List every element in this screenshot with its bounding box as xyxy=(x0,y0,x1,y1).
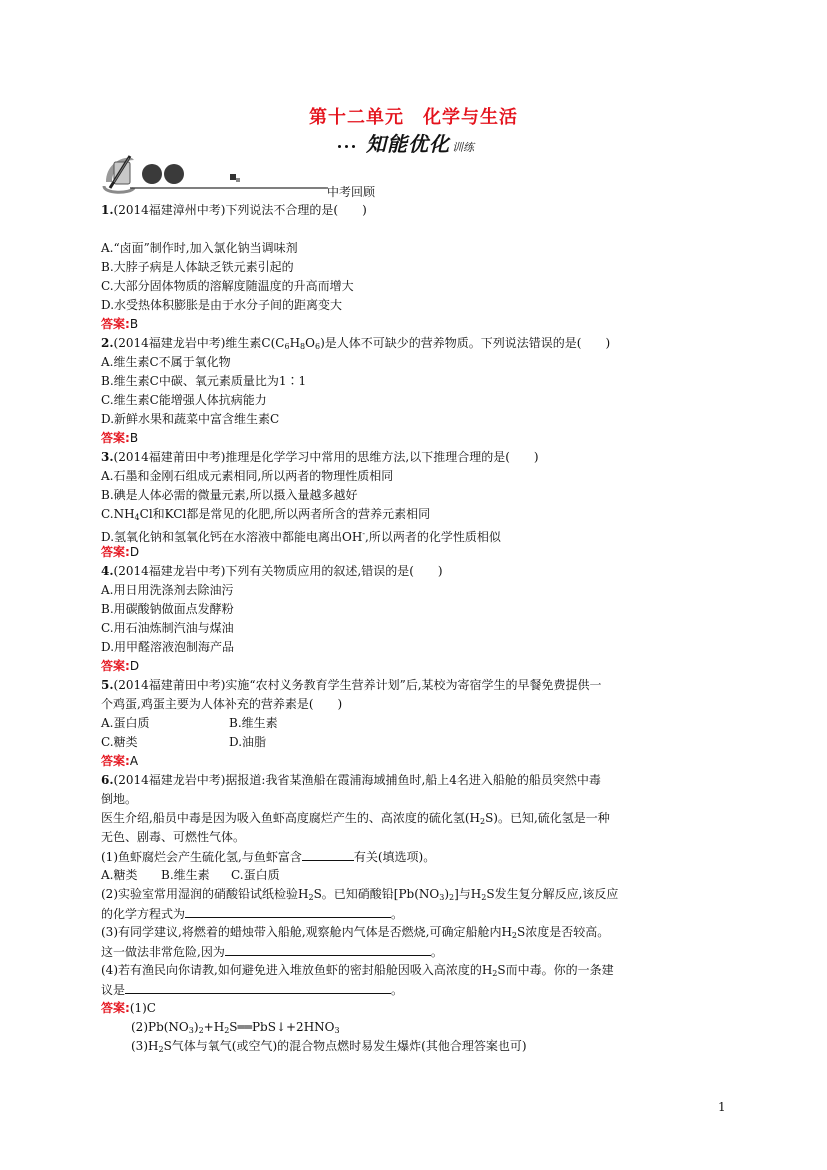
option-c: C.用石油炼制汽油与煤油 xyxy=(101,621,234,635)
option-c: C.糖类 xyxy=(101,735,138,749)
answer-line: 答案:B xyxy=(101,431,139,445)
option-a: A.维生素C不属于氧化物 xyxy=(101,355,231,369)
option-d: D.新鲜水果和蔬菜中富含维生素C xyxy=(101,412,280,426)
option-b: B.维生素C中碳、氧元素质量比为1∶1 xyxy=(101,374,307,388)
question-stem-cont: 倒地。 xyxy=(101,792,138,806)
sub-question-3: (3)有同学建议,将燃着的蜡烛带入船舱,观察舱内气体是否燃烧,可确定船舱内$H_2S$浓度是否较高。 xyxy=(101,925,610,940)
option-a: A.蛋白质 xyxy=(101,716,150,730)
option-b: B.碘是人体必需的微量元素,所以摄入量越多越好 xyxy=(101,488,358,502)
option-a: A.用日用洗涤剂去除油污 xyxy=(101,583,234,597)
question-stem: 4.(2014福建龙岩中考)下列有关物质应用的叙述,错误的是( ) xyxy=(101,564,443,578)
answer-line: 答案:A xyxy=(101,754,139,768)
sub-question-2-cont: 的化学方程式为 。 xyxy=(101,904,731,923)
answer-blank[interactable] xyxy=(185,904,391,918)
question-intro-cont: 无色、剧毒、可燃性气体。 xyxy=(101,830,246,844)
option-a: A.糖类 xyxy=(101,868,138,882)
option-a: A.“卤面”制作时,加入氯化钠当调味剂 xyxy=(101,241,298,255)
option-d: D.用甲醛溶液泡制海产品 xyxy=(101,640,235,654)
option-c: C.蛋白质 xyxy=(231,868,280,882)
option-b: B.维生素 xyxy=(229,716,278,730)
option-c: C.维生素C能增强人体抗病能力 xyxy=(101,393,267,407)
sub-question-2: (2)实验室常用湿润的硝酸铅试纸检验$H_2S$。已知硝酸铅$[Pb(NO_3)_2]$与$H_2S$发生复分解反应,该反应 xyxy=(101,887,619,902)
question-stem: 6.(2014福建龙岩中考)据报道:我省某渔船在霞浦海域捕鱼时,船上4名进入船舱的船员突然中毒 xyxy=(101,773,601,787)
sub-question-4-cont: 议是 。 xyxy=(101,980,731,999)
question-stem: 2.(2014福建龙岩中考)维生素$C(C_6H_8O_6)$是人体不可缺少的营养物质。下列说法错误的是( ) xyxy=(101,336,611,351)
sub-question-1: (1)鱼虾腐烂会产生硫化氢,与鱼虾富含 有关(填选项)。 xyxy=(101,847,731,866)
option-c: C.大部分固体物质的溶解度随温度的升高而增大 xyxy=(101,279,354,293)
answer-line-3: $(3)H_2S$气体与氧气(或空气)的混合物点燃时易发生爆炸(其他合理答案也可) xyxy=(131,1039,527,1054)
option-b: B.维生素 xyxy=(161,868,210,882)
answer-line-2: $(2)Pb(NO_3)_2+H_2S══PbS↓+2HNO_3$ xyxy=(131,1020,340,1035)
training-heading-main: 知能优化 xyxy=(366,132,450,156)
answer-line: 答案:D xyxy=(101,659,140,673)
question-intro: 医生介绍,船员中毒是因为吸入鱼虾高度腐烂产生的、高浓度的硫化氢$(H_2S)$。已知,硫化氢是一种 xyxy=(101,811,610,826)
answer-line: 答案:D xyxy=(101,545,140,559)
option-b: B.用碳酸钠做面点发酵粉 xyxy=(101,602,234,616)
question-list xyxy=(101,201,731,1056)
options-row xyxy=(101,866,731,885)
equals-arrow: ══ xyxy=(237,1020,252,1034)
answer-line: 答案:(1)C xyxy=(101,1001,156,1015)
sub-question-4: (4)若有渔民向你请教,如何避免进入堆放鱼虾的密封船舱因吸入高浓度的$H_2S$而中毒。你的一条建 xyxy=(101,963,614,978)
question-stem: 5.(2014福建莆田中考)实施“农村义务教育学生营养计划”后,某校为寄宿学生的早餐免费提供一 xyxy=(101,678,602,692)
answer-blank[interactable] xyxy=(225,942,431,956)
option-d: D.水受热体积膨胀是由于水分子间的距离变大 xyxy=(101,298,343,312)
page-number: 1 xyxy=(718,1100,726,1114)
question-stem: 3.(2014福建莆田中考)推理是化学学习中常用的思维方法,以下推理合理的是( ) xyxy=(101,450,539,464)
answer-line: 答案:B xyxy=(101,317,139,331)
dots-decoration-icon xyxy=(338,133,366,152)
options-row xyxy=(101,733,731,752)
section-label-review: 中考回顾 xyxy=(327,185,376,199)
question-stem-cont: 个鸡蛋,鸡蛋主要为人体补充的营养素是( ) xyxy=(101,697,343,711)
option-a: A.石墨和金刚石组成元素相同,所以两者的物理性质相同 xyxy=(101,469,394,483)
training-heading xyxy=(338,128,474,156)
option-d: D.氢氧化钠和氢氧化钙在水溶液中都能电离出OH-,所以两者的化学性质相似 xyxy=(101,529,501,544)
options-row xyxy=(101,714,731,733)
section-banner-decoration-icon xyxy=(100,152,430,198)
training-heading-small: 训练 xyxy=(452,141,474,154)
answer-blank[interactable] xyxy=(302,847,354,861)
question-stem: 1.(2014福建漳州中考)下列说法不合理的是( ) xyxy=(101,203,367,217)
option-c: $C.NH_4Cl$和KCl都是常见的化肥,所以两者所含的营养元素相同 xyxy=(101,507,431,522)
sub-question-3-cont: 这一做法非常危险,因为 。 xyxy=(101,942,731,961)
option-d: D.油脂 xyxy=(229,735,267,749)
option-b: B.大脖子病是人体缺乏铁元素引起的 xyxy=(101,260,294,274)
answer-blank[interactable] xyxy=(125,980,391,994)
unit-title: 第十二单元 化学与生活 xyxy=(309,107,518,128)
